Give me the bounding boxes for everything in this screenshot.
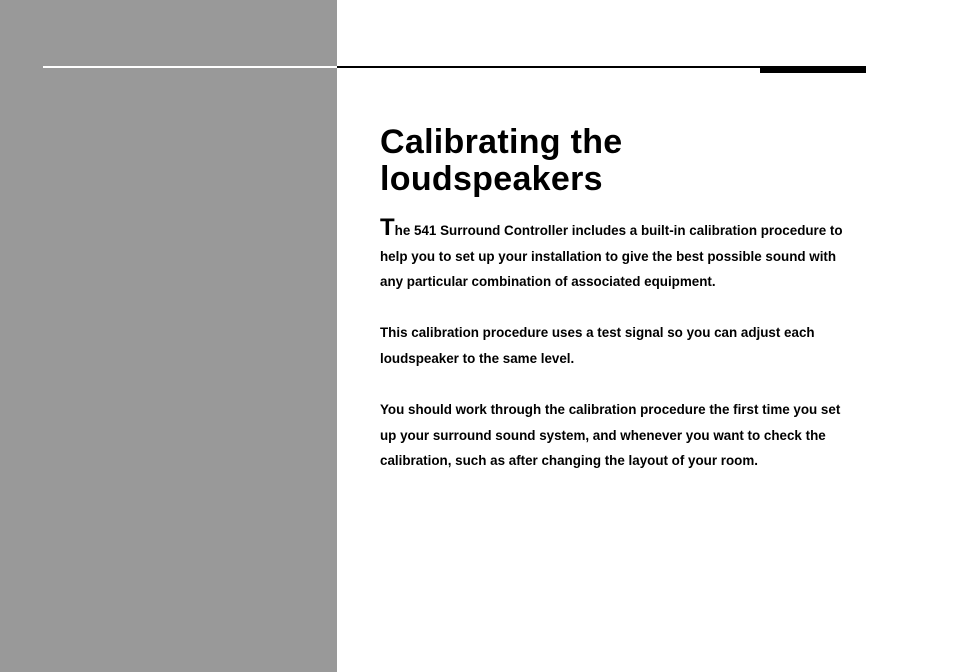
page-title-line-2: loudspeakers xyxy=(380,160,603,198)
side-panel xyxy=(0,0,337,672)
page-content xyxy=(380,124,860,500)
header-rule-light xyxy=(43,66,337,68)
page-title-line-1: Calibrating the xyxy=(380,123,623,161)
page-title xyxy=(380,124,860,198)
intro-paragraph xyxy=(380,214,860,295)
header-rule-tab xyxy=(760,66,866,73)
intro-text: he 541 Surround Controller includes a built-in calibration procedure to help you to set up your installation to give the best possible sound with any particular combination of associated equipment. xyxy=(380,223,843,290)
paragraph-when-to-calibrate: You should work through the calibration procedure the first time you set up your surround sound system, and whenever you want to check the calibration, such as after changing the layout of your room. xyxy=(380,402,841,469)
paragraph-test-signal: This calibration procedure uses a test signal so you can adjust each loudspeaker to the same level. xyxy=(380,325,815,366)
drop-cap: T xyxy=(380,214,395,241)
